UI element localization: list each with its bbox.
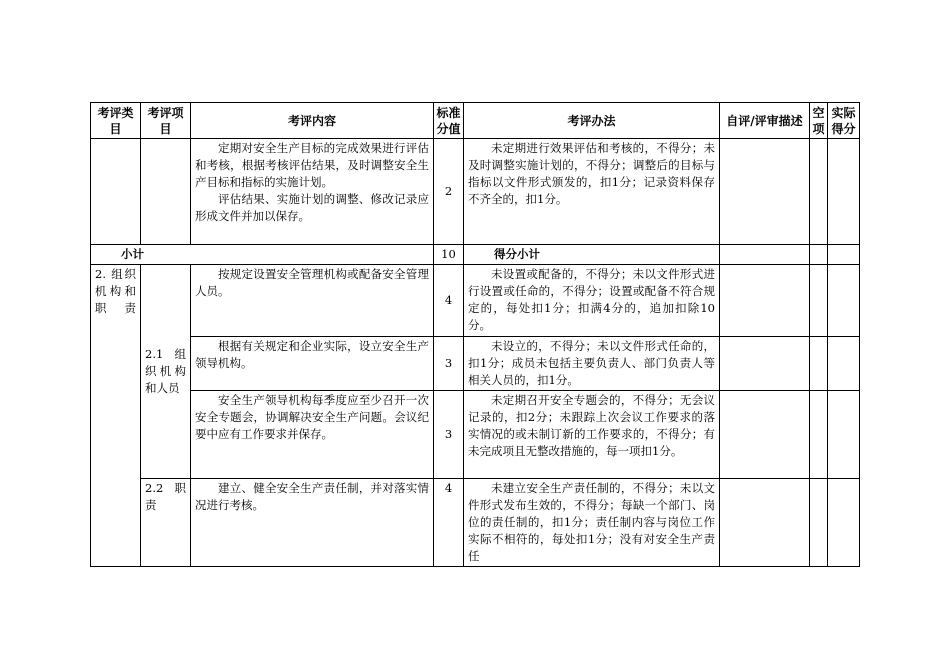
- cell-content: [191, 139, 434, 245]
- cell-self-review: [720, 139, 810, 245]
- cell-blank: [810, 479, 828, 567]
- cell-content: 安全生产领导机构每季度应至少召开一次安全专题会，协调解决安全生产问题。会议纪要中应有工作要求并保存。: [191, 391, 434, 479]
- cell-item: [141, 139, 191, 245]
- cell-blank: [810, 139, 828, 245]
- cell-actual-score: [828, 245, 860, 265]
- header-content: 考评内容: [191, 103, 434, 139]
- subtotal-method-label: 得分小计: [464, 245, 720, 265]
- cell-category: [91, 139, 141, 245]
- subtotal-label: 小计: [91, 245, 434, 265]
- cell-blank: [810, 265, 828, 337]
- cell-self-review: [720, 391, 810, 479]
- item-org-personnel: 2.1 组织机构和人员: [141, 265, 191, 479]
- category-org-structure: 2. 组织机构和职责: [91, 265, 141, 567]
- cell-score: 3: [434, 391, 464, 479]
- cell-method: 未建立安全生产责任制的，不得分；未以文件形式发布生效的，不得分；每缺一个部门、岗位的责任制的，扣1分；责任制内容与岗位工作实际不相符的，每处扣1分；没有对安全生产责任: [464, 479, 720, 567]
- header-category: 考评类目: [91, 103, 141, 139]
- header-actual-score: 实际得分: [828, 103, 860, 139]
- header-score: 标准分值: [434, 103, 464, 139]
- table-row: [91, 139, 860, 245]
- subtotal-score: 10: [434, 245, 464, 265]
- cell-actual-score: [828, 265, 860, 337]
- table-row: [91, 265, 860, 337]
- cell-score: 4: [434, 265, 464, 337]
- content-text: 定期对安全生产目标的完成效果进行评估和考核，根据考核评估结果，及时调整安全生产目标和指标的实施计划。: [195, 141, 429, 189]
- cell-actual-score: [828, 139, 860, 245]
- cell-self-review: [720, 337, 810, 391]
- header-blank: 空项: [810, 103, 828, 139]
- cell-method: 未设立的，不得分；未以文件形式任命的，扣1分；成员未包括主要负责人、部门负责人等相关人员的，扣1分。: [464, 337, 720, 391]
- cell-self-review: [720, 479, 810, 567]
- cell-self-review: [720, 245, 810, 265]
- subtotal-row: [91, 245, 860, 265]
- table-row: [91, 479, 860, 567]
- cell-self-review: [720, 265, 810, 337]
- evaluation-table: [90, 102, 860, 567]
- cell-content: 建立、健全安全生产责任制，并对落实情况进行考核。: [191, 479, 434, 567]
- cell-method: 未设置或配备的，不得分；未以文件形式进行设置或任命的，不得分；设置或配备不符合规定的，每处扣1分；扣满4分的，追加扣除10分。: [464, 265, 720, 337]
- header-method: 考评办法: [464, 103, 720, 139]
- item-responsibilities: 2.2 职责: [141, 479, 191, 567]
- cell-score: 3: [434, 337, 464, 391]
- cell-content: 按规定设置安全管理机构或配备安全管理人员。: [191, 265, 434, 337]
- cell-actual-score: [828, 337, 860, 391]
- cell-blank: [810, 391, 828, 479]
- cell-score: 4: [434, 479, 464, 567]
- cell-blank: [810, 245, 828, 265]
- table-row: [91, 337, 860, 391]
- cell-method: 未定期召开安全专题会的，不得分；无会议记录的，扣2分；未跟踪上次会议工作要求的落实情况的或未制订新的工作要求的，不得分；有未完成项且无整改措施的，每一项扣1分。: [464, 391, 720, 479]
- content-text: 评估结果、实施计划的调整、修改记录应形成文件并加以保存。: [195, 192, 429, 223]
- table-row: [91, 391, 860, 479]
- cell-actual-score: [828, 391, 860, 479]
- cell-score: 2: [434, 139, 464, 245]
- cell-actual-score: [828, 479, 860, 567]
- header-item: 考评项目: [141, 103, 191, 139]
- header-self-review: 自评/评审描述: [720, 103, 810, 139]
- cell-method: 未定期进行效果评估和考核的，不得分；未及时调整实施计划的，不得分；调整后的目标与指标以文件形式颁发的，扣1分；记录资料保存不齐全的，扣1分。: [464, 139, 720, 245]
- header-row: [91, 103, 860, 139]
- cell-content: 根据有关规定和企业实际，设立安全生产领导机构。: [191, 337, 434, 391]
- cell-blank: [810, 337, 828, 391]
